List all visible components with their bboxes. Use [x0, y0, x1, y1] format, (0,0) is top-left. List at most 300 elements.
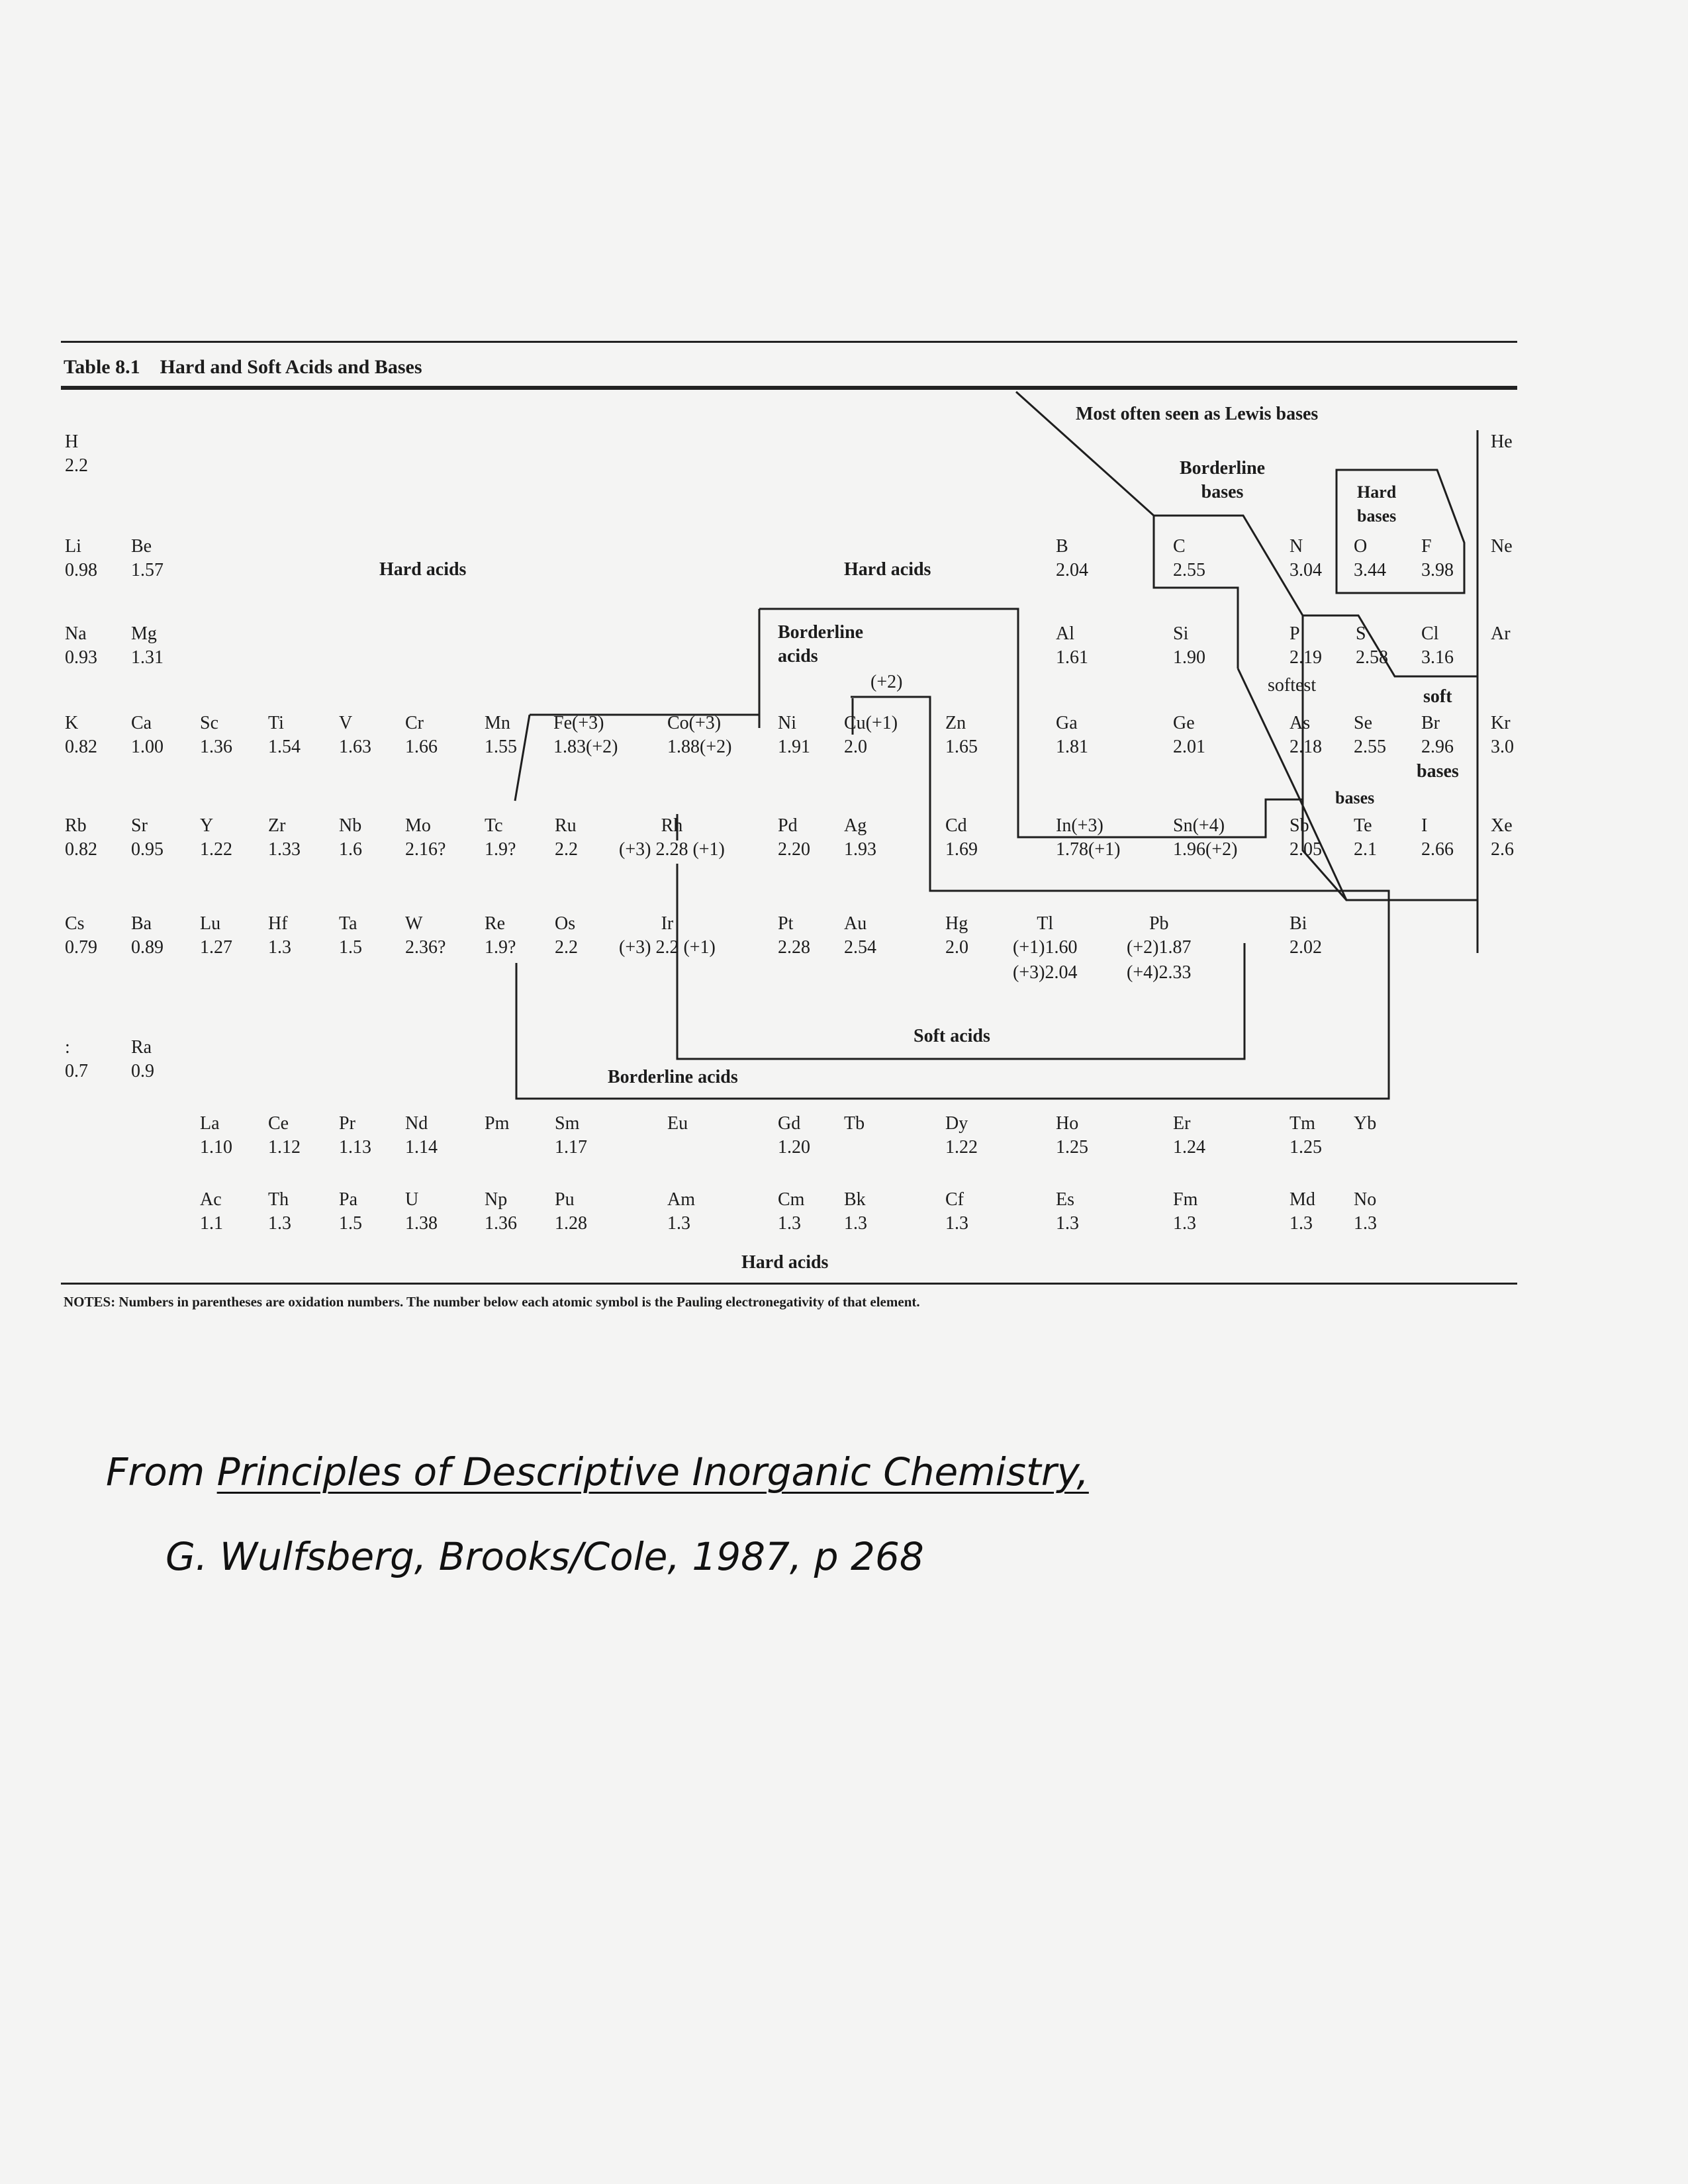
element-symbol: Xe [1491, 815, 1513, 836]
element-symbol: B [1056, 536, 1068, 557]
electronegativity-value: 0.89 [131, 937, 164, 958]
element-symbol: Ge [1173, 713, 1195, 733]
element-es [1056, 1188, 1079, 1236]
electronegativity-value: 0.93 [65, 647, 97, 668]
element-symbol: Cl [1421, 623, 1439, 644]
electronegativity-value: 3.98 [1421, 560, 1454, 580]
electronegativity-value: 1.61 [1056, 647, 1088, 668]
electronegativity-value: 2.28 [778, 937, 810, 958]
element-symbol: Ta [339, 913, 357, 934]
element-symbol: Tc [485, 815, 503, 836]
borderline-bases-text: Borderline bases [1180, 458, 1266, 502]
electronegativity-value: 1.17 [555, 1137, 587, 1158]
electronegativity-value: 1.3 [1289, 1213, 1313, 1234]
element-symbol: Zr [268, 815, 286, 836]
element-symbol: Pd [778, 815, 798, 836]
element-symbol: Os [555, 913, 576, 934]
electronegativity-value: 2.36? [405, 937, 446, 958]
electronegativity-value: 0.95 [131, 839, 164, 860]
electronegativity-value: 1.5 [339, 937, 362, 958]
element-symbol: Sn(+4) [1173, 815, 1225, 836]
electronegativity-value: 1.65 [945, 737, 978, 757]
element-nb [339, 814, 362, 862]
element-v [339, 711, 371, 759]
element-li [65, 535, 97, 582]
element-symbol: Ir [661, 913, 674, 934]
element-symbol: Ag [844, 815, 867, 836]
label-cu-plus2: (+2) [870, 672, 903, 692]
electronegativity-value: 1.90 [1173, 647, 1205, 668]
element-ni [778, 711, 810, 759]
element-symbol: Ce [268, 1113, 289, 1134]
electronegativity-value: 1.13 [339, 1137, 371, 1158]
element-symbol: C [1173, 536, 1186, 557]
element-symbol: Sb [1289, 815, 1309, 836]
electronegativity-value: 2.96 [1421, 737, 1454, 757]
electronegativity-value: 1.10 [200, 1137, 232, 1158]
element-symbol: Cm [778, 1189, 805, 1210]
electronegativity-value: 1.00 [131, 737, 164, 757]
element-ac [200, 1188, 223, 1236]
element-symbol: Sm [555, 1113, 580, 1134]
label-softest: softest [1268, 675, 1317, 696]
electronegativity-value: 1.78(+1) [1056, 839, 1121, 860]
electronegativity-value: 1.12 [268, 1137, 301, 1158]
label-hard-acids-bottom: Hard acids [741, 1252, 829, 1273]
element-symbol: I [1421, 815, 1428, 836]
element-symbol: Co(+3) [667, 713, 722, 733]
label-borderline-acids-bottom: Borderline acids [608, 1067, 738, 1087]
element-si [1173, 622, 1205, 670]
electronegativity-value: 1.3 [667, 1213, 690, 1234]
element-o [1354, 535, 1386, 582]
electronegativity-value: 1.55 [485, 737, 517, 757]
electronegativity-value: 1.25 [1289, 1137, 1322, 1158]
element-te [1354, 814, 1377, 862]
element-ga [1056, 711, 1088, 759]
element-symbol: S [1356, 623, 1366, 644]
electronegativity-value: 2.58 [1356, 647, 1388, 668]
label-borderline-acids-top [778, 621, 863, 668]
electronegativity-value: 1.24 [1173, 1137, 1205, 1158]
element-zn [945, 711, 978, 759]
citation-from: From [106, 1449, 205, 1494]
element-symbol: Si [1173, 623, 1189, 644]
element-bk [844, 1188, 867, 1236]
element-symbol: Th [268, 1189, 289, 1210]
electronegativity-value: 1.83(+2) [553, 737, 618, 757]
electronegativity-value: 1.3 [844, 1213, 867, 1234]
element-pm [485, 1112, 509, 1136]
element-symbol: Ga [1056, 713, 1078, 733]
element-pd [778, 814, 810, 862]
element-symbol: Nb [339, 815, 362, 836]
element-symbol: Hg [945, 913, 968, 934]
element-cr [405, 711, 438, 759]
electronegativity-value: 2.1 [1354, 839, 1377, 860]
element-p [1289, 622, 1322, 670]
electronegativity-value: (+4)2.33 [1127, 962, 1192, 983]
element-sr [131, 814, 164, 862]
handwritten-citation-line-1 [106, 1449, 1089, 1494]
element-symbol: Re [485, 913, 506, 934]
element-symbol: Tb [844, 1113, 865, 1134]
electronegativity-value: (+2)1.87 [1127, 937, 1192, 958]
element-symbol: Yb [1354, 1113, 1377, 1134]
electronegativity-value: (+3)2.04 [1013, 962, 1078, 983]
element-n [1289, 535, 1322, 582]
element-symbol: Y [200, 815, 214, 836]
label-hard-acids-mid: Hard acids [844, 559, 931, 580]
electronegativity-value: 0.7 [65, 1061, 88, 1081]
electronegativity-value: 3.16 [1421, 647, 1454, 668]
element-cm [778, 1188, 804, 1236]
electronegativity-value: 1.3 [778, 1213, 801, 1234]
electronegativity-value: 1.9? [485, 937, 516, 958]
element-y [200, 814, 232, 862]
element-symbol: O [1354, 536, 1368, 557]
electronegativity-value: 1.36 [200, 737, 232, 757]
element-symbol: P [1289, 623, 1300, 644]
element-w [405, 912, 445, 960]
element-f [1421, 535, 1454, 582]
electronegativity-value: 1.6 [339, 839, 362, 860]
element-pa [339, 1188, 362, 1236]
borderline-acids-text: Borderline acids [778, 622, 864, 666]
element-symbol: Te [1354, 815, 1372, 836]
electronegativity-value: 2.01 [1173, 737, 1205, 757]
element-er [1173, 1112, 1205, 1160]
element-rb [65, 814, 97, 862]
label-hard-acids-left: Hard acids [379, 559, 467, 580]
electronegativity-value: 3.0 [1491, 737, 1514, 757]
element-pb2 [1127, 961, 1191, 985]
element-symbol: Ru [555, 815, 577, 836]
element-symbol: Fe(+3) [553, 713, 604, 733]
element-cf [945, 1188, 968, 1236]
electronegativity-value: 2.04 [1056, 560, 1088, 580]
electronegativity-value: 2.6 [1491, 839, 1514, 860]
electronegativity-value: 2.2 [555, 937, 578, 958]
element-kr [1491, 711, 1514, 759]
element-ru [555, 814, 578, 862]
electronegativity-value: 0.98 [65, 560, 97, 580]
element-no [1354, 1188, 1377, 1236]
electronegativity-value: 1.3 [268, 1213, 291, 1234]
element-symbol: Eu [667, 1113, 688, 1134]
electronegativity-value: 2.05 [1289, 839, 1322, 860]
electronegativity-value: 2.2 [65, 455, 88, 476]
electronegativity-value: 1.3 [268, 937, 291, 958]
element-symbol: Pu [555, 1189, 575, 1210]
electronegativity-value: 1.93 [844, 839, 876, 860]
element-na [65, 622, 97, 670]
element-os [555, 912, 578, 960]
element-symbol: He [1491, 432, 1513, 452]
element-tl [1013, 912, 1077, 960]
element-symbol: Tl [1037, 913, 1054, 934]
element-th [268, 1188, 291, 1236]
electronegativity-value: 1.33 [268, 839, 301, 860]
element-pr [339, 1112, 371, 1160]
table-notes: NOTES: Numbers in parentheses are oxidation numbers. The number below each atomic symbol is the Pauling electronegativity of that element. [64, 1294, 920, 1310]
element-symbol: Mo [405, 815, 431, 836]
element-symbol: K [65, 713, 79, 733]
element-i [1421, 814, 1454, 862]
electronegativity-value: 1.9? [485, 839, 516, 860]
electronegativity-value: 0.79 [65, 937, 97, 958]
element-cs [65, 912, 97, 960]
electronegativity-value: 2.2 [555, 839, 578, 860]
element-pu [555, 1188, 587, 1236]
element-he [1491, 430, 1513, 454]
element-ir [619, 912, 716, 960]
element-b [1056, 535, 1088, 582]
element-symbol: Mn [485, 713, 510, 733]
element-symbol: Br [1421, 713, 1440, 733]
electronegativity-value: 0.9 [131, 1061, 154, 1081]
element-co [667, 711, 731, 759]
electronegativity-value: 1.57 [131, 560, 164, 580]
electronegativity-value: 1.66 [405, 737, 438, 757]
electronegativity-value: 1.96(+2) [1173, 839, 1238, 860]
element-tc [485, 814, 516, 862]
element-fe [553, 711, 618, 759]
element-s [1356, 622, 1388, 670]
element-symbol: : [65, 1037, 70, 1058]
element-symbol: Kr [1491, 713, 1511, 733]
element-ar [1491, 622, 1511, 646]
electronegativity-value: 1.31 [131, 647, 164, 668]
mn-slant [515, 715, 530, 801]
element-symbol: Rh [661, 815, 683, 836]
element-symbol: Dy [945, 1113, 968, 1134]
electronegativity-value: 2.66 [1421, 839, 1454, 860]
element-xe [1491, 814, 1514, 862]
electronegativity-value: 2.16? [405, 839, 446, 860]
element-al [1056, 622, 1088, 670]
element-symbol: Au [844, 913, 867, 934]
electronegativity-value: 1.22 [200, 839, 232, 860]
element-symbol: Pr [339, 1113, 355, 1134]
table-title: Table 8.1 Hard and Soft Acids and Bases [64, 356, 422, 378]
electronegativity-value: 3.04 [1289, 560, 1322, 580]
element-hf [268, 912, 291, 960]
electronegativity-value: (+1)1.60 [1013, 937, 1078, 958]
element-ge [1173, 711, 1205, 759]
element-lu [200, 912, 232, 960]
element-h [65, 430, 88, 478]
element-np [485, 1188, 517, 1236]
electronegativity-value: 2.0 [945, 937, 968, 958]
electronegativity-value: 1.3 [1173, 1213, 1196, 1234]
element-ta [339, 912, 362, 960]
electronegativity-value: 3.44 [1354, 560, 1386, 580]
element-symbol: F [1421, 536, 1432, 557]
electronegativity-value: 1.5 [339, 1213, 362, 1234]
element-au [844, 912, 876, 960]
element-symbol: La [200, 1113, 220, 1134]
element-symbol: Ca [131, 713, 152, 733]
electronegativity-value: 1.27 [200, 937, 232, 958]
element-symbol: Rb [65, 815, 87, 836]
element-br [1421, 711, 1454, 759]
element-be [131, 535, 164, 582]
electronegativity-value: 1.91 [778, 737, 810, 757]
element-symbol: Bk [844, 1189, 866, 1210]
element-ce [268, 1112, 301, 1160]
element-sb [1289, 814, 1322, 862]
element-symbol: Sc [200, 713, 218, 733]
element-symbol: Es [1056, 1189, 1074, 1210]
element-symbol: Ni [778, 713, 796, 733]
element-fm [1173, 1188, 1197, 1236]
element-symbol: Ba [131, 913, 152, 934]
element-symbol: Ac [200, 1189, 222, 1210]
handwritten-citation-line-2: G. Wulfsberg, Brooks/Cole, 1987, p 268 [165, 1534, 924, 1579]
element-tl2 [1013, 961, 1077, 985]
label-borderline-bases [1180, 457, 1265, 504]
electronegativity-value: 1.3 [945, 1213, 968, 1234]
element-pt [778, 912, 810, 960]
element-symbol: Pm [485, 1113, 510, 1134]
element-symbol: No [1354, 1189, 1377, 1210]
element-cd [945, 814, 978, 862]
label-bases: bases [1417, 761, 1459, 782]
label-soft-bases: soft [1423, 686, 1452, 707]
element-cl [1421, 622, 1454, 670]
electronegativity-value: 2.55 [1354, 737, 1386, 757]
element-ne [1491, 535, 1513, 559]
element-zr [268, 814, 301, 862]
electronegativity-value: 0.82 [65, 737, 97, 757]
electronegativity-value: 2.18 [1289, 737, 1322, 757]
electronegativity-value: 1.3 [1354, 1213, 1377, 1234]
label-hard-bases [1357, 480, 1396, 528]
element-symbol: Am [667, 1189, 695, 1210]
element-mn [485, 711, 517, 759]
element-symbol: Cu(+1) [844, 713, 898, 733]
electronegativity-value: 1.20 [778, 1137, 810, 1158]
electronegativity-value: 2.0 [844, 737, 867, 757]
element-dy [945, 1112, 978, 1160]
element-symbol: Mg [131, 623, 157, 644]
element-symbol: Al [1056, 623, 1074, 644]
element-se [1354, 711, 1386, 759]
element-symbol: Ho [1056, 1113, 1079, 1134]
element-symbol: V [339, 713, 353, 733]
element-symbol: Be [131, 536, 152, 557]
element-eu [667, 1112, 688, 1136]
element-symbol: Na [65, 623, 87, 644]
element-symbol: Gd [778, 1113, 801, 1134]
label-bases-2: bases [1335, 788, 1375, 807]
electronegativity-value: 2.20 [778, 839, 810, 860]
element-symbol: Pt [778, 913, 794, 934]
electronegativity-value: 2.02 [1289, 937, 1322, 958]
element-symbol: Cs [65, 913, 85, 934]
electronegativity-value: (+3) 2.2 (+1) [619, 937, 716, 958]
electronegativity-value: 1.54 [268, 737, 301, 757]
element-symbol: Fm [1173, 1189, 1198, 1210]
element-symbol: Np [485, 1189, 508, 1210]
element-symbol: Se [1354, 713, 1372, 733]
element-ti [268, 711, 301, 759]
element-symbol: Ar [1491, 623, 1511, 644]
hard-bases-text: Hard bases [1357, 482, 1397, 525]
element-symbol: Ti [268, 713, 284, 733]
element-symbol: Zn [945, 713, 966, 733]
electronegativity-value: 1.69 [945, 839, 978, 860]
element-la [200, 1112, 232, 1160]
electronegativity-value: 1.81 [1056, 737, 1088, 757]
element-pb [1127, 912, 1191, 960]
element-am [667, 1188, 695, 1236]
label-soft-acids: Soft acids [914, 1026, 990, 1046]
electronegativity-value: 1.88(+2) [667, 737, 732, 757]
electronegativity-value: 1.25 [1056, 1137, 1088, 1158]
element-mo [405, 814, 445, 862]
electronegativity-value: (+3) 2.28 (+1) [619, 839, 725, 860]
element-ag [844, 814, 876, 862]
element-as [1289, 711, 1322, 759]
element-symbol: Tm [1289, 1113, 1315, 1134]
element-ho [1056, 1112, 1088, 1160]
element-cu [844, 711, 898, 759]
electronegativity-value: 1.63 [339, 737, 371, 757]
element-symbol: U [405, 1189, 419, 1210]
element-symbol: Li [65, 536, 81, 557]
element-k [65, 711, 97, 759]
element-sc [200, 711, 232, 759]
element-symbol: Bi [1289, 913, 1307, 934]
element-in [1056, 814, 1120, 862]
element-yb [1354, 1112, 1376, 1136]
element-c [1173, 535, 1205, 582]
element-ba [131, 912, 164, 960]
element-symbol: N [1289, 536, 1303, 557]
element-mg [131, 622, 164, 670]
electronegativity-value: 2.54 [844, 937, 876, 958]
element-symbol: Lu [200, 913, 221, 934]
element-symbol: Cd [945, 815, 967, 836]
element-tm [1289, 1112, 1322, 1160]
element-symbol: Sr [131, 815, 148, 836]
element-symbol: Cr [405, 713, 424, 733]
element-symbol: As [1289, 713, 1311, 733]
element-symbol: In(+3) [1056, 815, 1103, 836]
electronegativity-value: 1.3 [1056, 1213, 1079, 1234]
electronegativity-value: 2.19 [1289, 647, 1322, 668]
electronegativity-value: 1.38 [405, 1213, 438, 1234]
element-hg [945, 912, 968, 960]
element-symbol: Md [1289, 1189, 1315, 1210]
element-gd [778, 1112, 810, 1160]
element-symbol: Ra [131, 1037, 152, 1058]
element-md [1289, 1188, 1315, 1236]
element-symbol: Pa [339, 1189, 357, 1210]
element-sm [555, 1112, 587, 1160]
element-bi [1289, 912, 1322, 960]
element-symbol: W [405, 913, 423, 934]
electronegativity-value: 1.36 [485, 1213, 517, 1234]
electronegativity-value: 0.82 [65, 839, 97, 860]
element-symbol: Er [1173, 1113, 1191, 1134]
element-symbol: Hf [268, 913, 288, 934]
element-tb [844, 1112, 865, 1136]
element-sn [1173, 814, 1237, 862]
element-ca [131, 711, 164, 759]
